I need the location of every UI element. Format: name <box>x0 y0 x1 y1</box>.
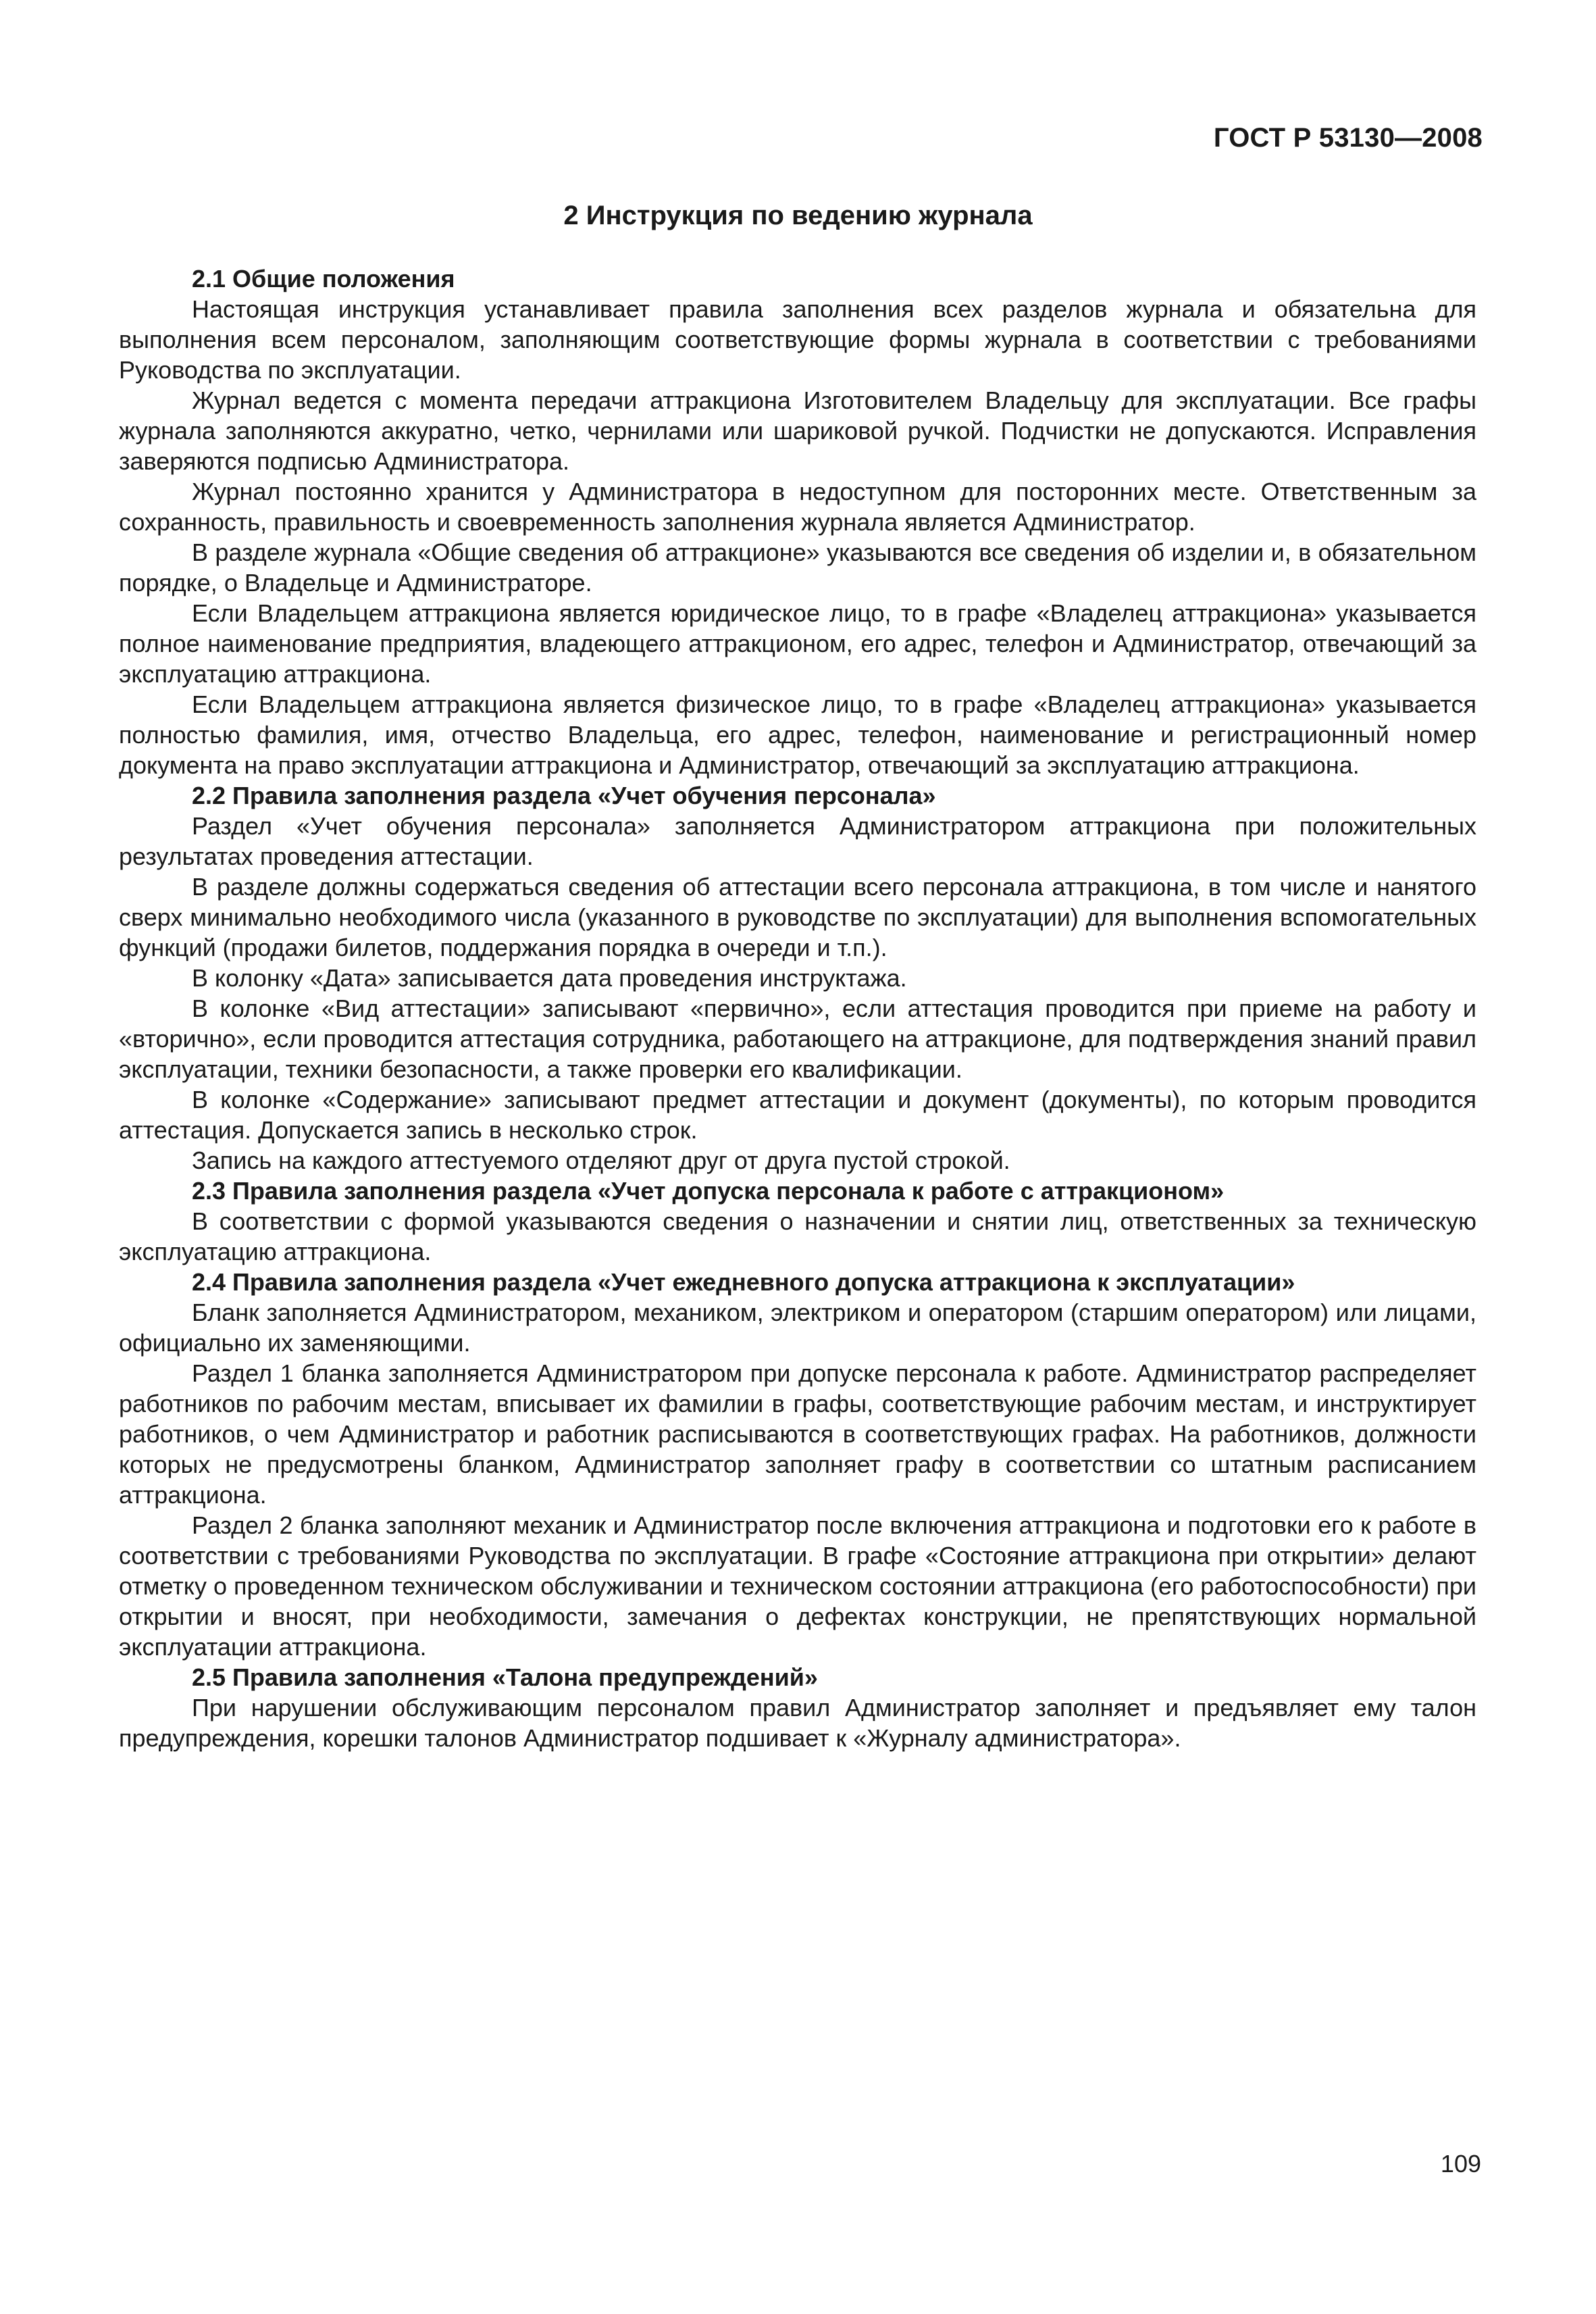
paragraph: В колонку «Дата» записывается дата проведения инструктажа. <box>192 964 907 992</box>
paragraph: В разделе должны содержаться сведения об аттестации всего персонала аттракциона, в том числе и нанятого сверх минимально необходимого числа (указанного в руководстве по эксплуатации) для выполнения вспомогательных функций (продажи билетов, поддержания порядка в очереди и т.п.). <box>119 873 1476 961</box>
subsection-heading-2-3: 2.3 Правила заполнения раздела «Учет допуска персонала к работе с аттракционом» <box>192 1177 1225 1205</box>
paragraph: При нарушении обслуживающим персоналом правил Администратор заполняет и предъявляет ему талон предупреждения, корешки талонов Администратор подшивает к «Журналу администратора». <box>119 1694 1476 1752</box>
body-text <box>119 263 1476 1753</box>
paragraph: В колонке «Вид аттестации» записывают «первично», если аттестация проводится при приеме на работу и «вторично», если проводится аттестация сотрудника, работающего на аттракционе, для подтверждения знаний правил эксплуатации, техники безопасности, а также проверки его квалификации. <box>119 995 1476 1083</box>
page-number: 109 <box>1440 2150 1481 2178</box>
paragraph: Если Владельцем аттракциона является физическое лицо, то в графе «Владелец аттракциона» указывается полностью фамилия, имя, отчество Владельца, его адрес, телефон, наименование и регистрационный номер документа на право эксплуатации аттракциона и Администратор, отвечающий за эксплуатацию аттракциона. <box>119 690 1476 779</box>
paragraph: Настоящая инструкция устанавливает правила заполнения всех разделов журнала и обязательна для выполнения всем персоналом, заполняющим соответствующие формы журнала в соответствии с требованиями Руководства по эксплуатации. <box>119 295 1476 384</box>
paragraph: Запись на каждого аттестуемого отделяют друг от друга пустой строкой. <box>192 1147 1010 1174</box>
document-code: ГОСТ Р 53130—2008 <box>1213 123 1483 153</box>
paragraph: Раздел «Учет обучения персонала» заполняется Администратором аттракциона при положительных результатах проведения аттестации. <box>119 812 1476 870</box>
paragraph: Раздел 1 бланка заполняется Администратором при допуске персонала к работе. Администратор распределяет работников по рабочим местам, вписывает их фамилии в графы, соответствующие рабочим местам, и инструктирует работников, о чем Администратор и работник расписываются в соответствующих графах. На работников, должности которых не предусмотрены бланком, Администратор заполняет графу в соответствии со штатным расписанием аттракциона. <box>119 1359 1476 1509</box>
paragraph: Бланк заполняется Администратором, механиком, электриком и оператором (старшим оператором) или лицами, официально их заменяющими. <box>119 1299 1476 1357</box>
subsection-heading-2-1: 2.1 Общие положения <box>192 265 455 293</box>
subsection-heading-2-2: 2.2 Правила заполнения раздела «Учет обучения персонала» <box>192 782 936 809</box>
paragraph: Если Владельцем аттракциона является юридическое лицо, то в графе «Владелец аттракциона» указывается полное наименование предприятия, владеющего аттракционом, его адрес, телефон и Администратор, отвечающий за эксплуатацию аттракциона. <box>119 599 1476 688</box>
subsection-heading-2-4: 2.4 Правила заполнения раздела «Учет ежедневного допуска аттракциона к эксплуатации» <box>192 1268 1295 1296</box>
paragraph: Раздел 2 бланка заполняют механик и Администратор после включения аттракциона и подготовки его к работе в соответствии с требованиями Руководства по эксплуатации. В графе «Состояние аттракциона при открытии» делают отметку о проведенном техническом обслуживании и техническом состоянии аттракциона (его работоспособности) при открытии и вносят, при необходимости, замечания о дефектах конструкции, не препятствующих нормальной эксплуатации аттракциона. <box>119 1511 1476 1661</box>
subsection-heading-2-5: 2.5 Правила заполнения «Талона предупреждений» <box>192 1663 818 1691</box>
paragraph: В колонке «Содержание» записывают предмет аттестации и документ (документы), по которым проводится аттестация. Допускается запись в несколько строк. <box>119 1086 1476 1144</box>
section-title: 2 Инструкция по ведению журнала <box>563 201 1033 230</box>
paragraph: В соответствии с формой указываются сведения о назначении и снятии лиц, ответственных за техническую эксплуатацию аттракциона. <box>119 1207 1476 1265</box>
paragraph: Журнал ведется с момента передачи аттракциона Изготовителем Владельцу для эксплуатации. Все графы журнала заполняются аккуратно, четко, чернилами или шариковой ручкой. Подчистки не допускаются. Исправления заверяются подписью Администратора. <box>119 386 1476 475</box>
paragraph: Журнал постоянно хранится у Администратора в недоступном для посторонних месте. Ответственным за сохранность, правильность и своевременность заполнения журнала является Администратор. <box>119 478 1476 536</box>
paragraph: В разделе журнала «Общие сведения об аттракционе» указываются все сведения об изделии и, в обязательном порядке, о Владельце и Администраторе. <box>119 538 1476 597</box>
